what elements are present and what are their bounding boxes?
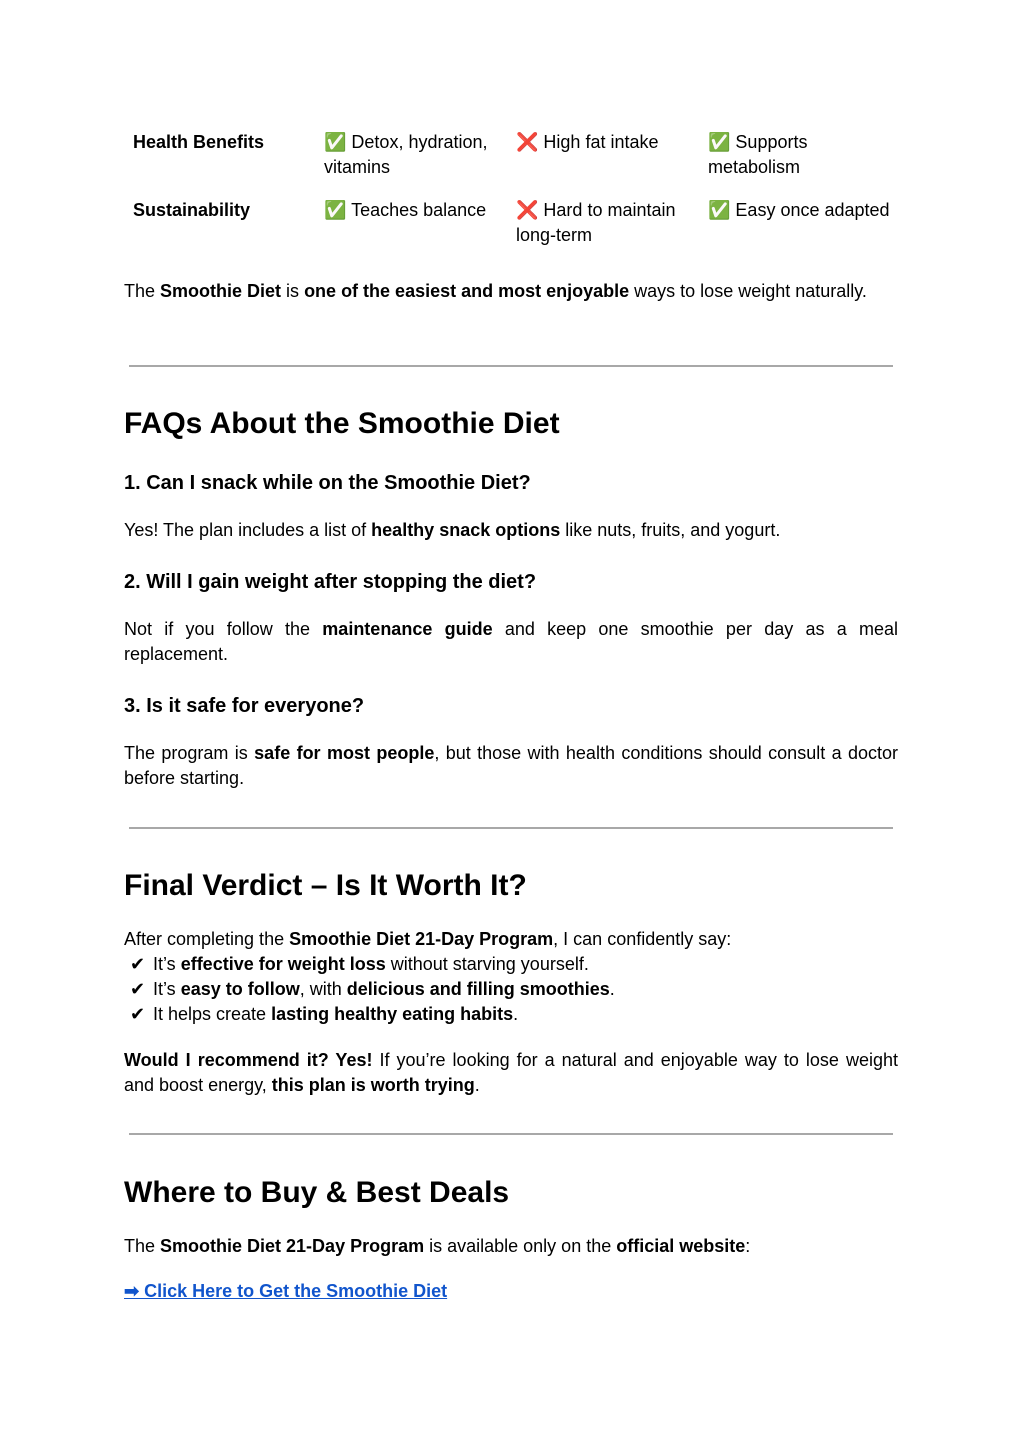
check-mark-icon: ✅	[324, 200, 347, 220]
text: It helps create	[153, 1004, 272, 1024]
cell-text: Teaches balance	[346, 200, 487, 220]
text: Yes! The plan includes a list of	[124, 520, 372, 540]
faq-answer-3	[124, 741, 898, 791]
table-row	[124, 198, 898, 248]
faq-question-3: 3. Is it safe for everyone?	[124, 695, 365, 717]
cell-text: Supports metabolism	[708, 132, 808, 177]
table-cell	[708, 130, 898, 198]
text: It’s	[153, 979, 181, 999]
bold-text: lasting healthy eating habits	[271, 1004, 514, 1024]
divider	[129, 365, 893, 367]
text: If you’re looking for a natural and enjoyable way to lose weight and boost energy,	[124, 1050, 898, 1095]
row-label: Health Benefits	[133, 132, 265, 152]
table-cell	[516, 198, 708, 248]
bold-text: effective for weight loss	[180, 954, 386, 974]
faq-question-1: 1. Can I snack while on the Smoothie Diet?	[124, 472, 531, 494]
text: ways to lose weight naturally.	[629, 281, 867, 301]
comparison-table	[124, 130, 898, 248]
list-item	[124, 952, 898, 977]
text: is	[281, 281, 305, 301]
faq-answer-1	[124, 518, 898, 543]
cell-text: Hard to maintain long-term	[516, 200, 676, 245]
text: , with	[299, 979, 347, 999]
text: and keep one smoothie per day as a meal replacement.	[124, 619, 898, 664]
text: The	[124, 281, 161, 301]
table-cell	[516, 130, 708, 198]
bold-text: safe for most people	[254, 743, 435, 763]
divider	[129, 827, 893, 829]
check-mark-icon: ✅	[324, 132, 347, 152]
text: is available only on the	[424, 1236, 617, 1256]
bold-text: easy to follow	[180, 979, 300, 999]
bold-text: Smoothie Diet	[160, 281, 282, 301]
recommendation-paragraph	[124, 1048, 898, 1098]
bold-text: Smoothie Diet 21-Day Program	[160, 1236, 425, 1256]
verdict-heading: Final Verdict – Is It Worth It?	[124, 869, 527, 902]
text: like nuts, fruits, and yogurt.	[560, 520, 781, 540]
row-label: Sustainability	[133, 200, 251, 220]
text: without starving yourself.	[385, 954, 589, 974]
bold-text: maintenance guide	[322, 619, 493, 639]
faqs-heading: FAQs About the Smoothie Diet	[124, 407, 560, 440]
text: After completing the	[124, 929, 290, 949]
list-item	[124, 977, 898, 1002]
bold-text: official website	[616, 1236, 746, 1256]
faq-question-2: 2. Will I gain weight after stopping the diet?	[124, 571, 537, 593]
text: :	[745, 1236, 751, 1256]
get-smoothie-diet-link[interactable]: ➡ Click Here to Get the Smoothie Diet	[124, 1281, 448, 1301]
check-mark-icon: ✅	[708, 132, 731, 152]
faq-answer-2	[124, 617, 898, 667]
cell-text: High fat intake	[538, 132, 659, 152]
text: , but those with health conditions should consult a doctor before starting.	[124, 743, 898, 788]
list-item	[124, 1002, 898, 1027]
table-cell	[324, 130, 516, 198]
text: Not if you follow the	[124, 619, 323, 639]
table-row	[124, 130, 898, 198]
bold-text: this plan is worth trying	[271, 1075, 475, 1095]
cross-mark-icon: ❌	[516, 200, 539, 220]
cell-text: Easy once adapted	[730, 200, 890, 220]
verdict-checklist	[124, 952, 898, 1027]
verdict-intro	[124, 927, 898, 952]
bold-text: Would I recommend it? Yes!	[124, 1050, 373, 1070]
text: The program is	[124, 743, 255, 763]
divider	[129, 1133, 893, 1135]
bold-text: delicious and filling smoothies	[346, 979, 610, 999]
cell-text: Detox, hydration, vitamins	[324, 132, 488, 177]
buy-heading: Where to Buy & Best Deals	[124, 1176, 510, 1209]
bold-text: Smoothie Diet 21-Day Program	[289, 929, 554, 949]
checkmark-icon: ✔	[130, 1004, 146, 1024]
bold-text: healthy snack options	[371, 520, 561, 540]
table-cell	[324, 198, 516, 248]
text: It’s	[153, 954, 181, 974]
text: , I can confidently say:	[553, 929, 732, 949]
text: .	[513, 1004, 519, 1024]
buy-paragraph	[124, 1234, 898, 1259]
text: The	[124, 1236, 161, 1256]
bold-text: one of the easiest and most enjoyable	[304, 281, 630, 301]
text: .	[474, 1075, 480, 1095]
cross-mark-icon: ❌	[516, 132, 539, 152]
text: .	[609, 979, 615, 999]
summary-paragraph	[124, 279, 898, 304]
checkmark-icon: ✔	[130, 979, 146, 999]
checkmark-icon: ✔	[130, 954, 146, 974]
check-mark-icon: ✅	[708, 200, 731, 220]
table-cell	[708, 198, 898, 248]
